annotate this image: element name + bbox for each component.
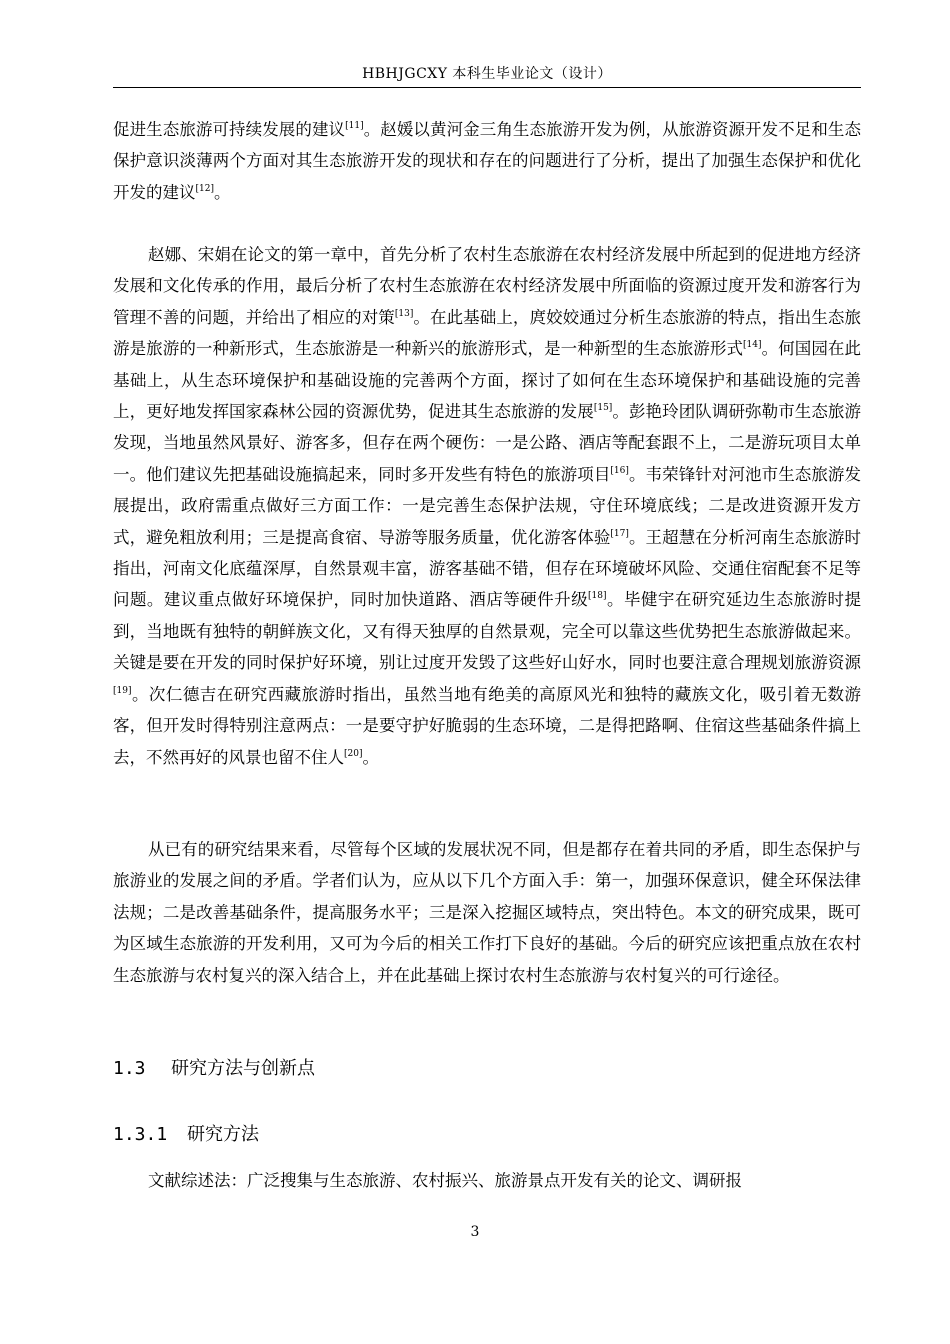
page-number: 3: [470, 1224, 480, 1240]
text-run: 。在此基础上，庹姣姣通过分析生态旅游的特点，指出生态旅游是旅游的一种新形式，生态旅游是一种新兴的旅游形式，是一种新型的生态旅游形式: [113, 307, 862, 359]
citation: [18]: [588, 591, 607, 602]
paragraph-3: 从已有的研究结果来看，尽管每个区域的发展状况不同，但是都存在着共同的矛盾，即生态保护与旅游业的发展之间的矛盾。学者们认为，应从以下几个方面入手：第一，加强环保意识，健全环保法律法规；二是改善基础条件，提高服务水平；三是深入挖掘区域特点，突出特色。本文的研究成果，既可为区域生态旅游的开发利用，又可为今后的相关工作打下良好的基础。今后的研究应该把重点放在农村生态旅游与农村复兴的深入结合上，并在此基础上探讨农村生态旅游与农村复兴的可行途径。: [113, 840, 861, 985]
subsection-number: 1.3.1: [113, 1124, 168, 1145]
section-title: 研究方法与创新点: [171, 1058, 315, 1079]
text-run: 。彭艳玲团队调研弥勒市生态旅游发现，当地虽然风景好、游客多，但存在两个硬伤：一是公路、酒店等配套跟不上，二是游玩项目太单一。他们建议先把基础设施搞起来，同时多开发些有特色的旅游项目: [113, 402, 862, 484]
section-number: 1.3: [113, 1058, 146, 1079]
text-run: 。: [213, 182, 231, 202]
citation: [15]: [593, 403, 613, 414]
subsection-title: 研究方法: [187, 1124, 259, 1145]
citation: [19]: [113, 685, 132, 696]
text-run: 。: [362, 747, 379, 767]
text-run: 。毕健宇在研究延边生态旅游时提到，当地既有独特的朝鲜族文化，又有得天独厚的自然景观，完全可以靠这些优势把生态旅游做起来。关键是要在开发的同时保护好环境，别让过度开发毁了这些好山好水，同时也要注意合理规划旅游资源: [113, 590, 862, 673]
citation: [14]: [743, 340, 762, 351]
text-run: 。何国园在此基础上，从生态环境保护和基础设施的完善两个方面，探讨了如何在生态环境保护和基础设施的完善上，更好地发挥国家森林公园的资源优势，促进其生态旅游的发展: [113, 339, 862, 422]
text-run: 赵娜、宋娟在论文的第一章中，首先分析了农村生态旅游在农村经济发展中所起到的促进地方经济发展和文化传承的作用，最后分析了农村生态旅游在农村经济发展中所面临的资源过度开发和游客行为管理不善的问题，并给出了相应的对策: [113, 245, 861, 327]
header-divider: [113, 87, 861, 88]
citation: [13]: [394, 308, 414, 319]
text-run: 。次仁德吉在研究西藏旅游时指出，虽然当地有绝美的高原风光和独特的藏族文化，吸引着无数游客，但开发时得特别注意两点：一是要守护好脆弱的生态环境，二是得把路啊、住宿这些基础条件搞上去，不然再好的风景也留不住人: [113, 684, 861, 767]
paragraph-4: 文献综述法：广泛搜集与生态旅游、农村振兴、旅游景点开发有关的论文、调研报: [148, 1171, 742, 1190]
text-run: 。赵媛以黄河金三角生态旅游开发为例，从旅游资源开发不足和生态保护意识淡薄两个方面对其生态旅游开发的现状和存在的问题进行了分析，提出了加强生态保护和优化开发的建议: [113, 120, 862, 202]
paragraph-2: [113, 239, 861, 773]
citation: [12]: [195, 183, 214, 194]
page-header: HBHJGCXY 本科生毕业论文（设计）: [362, 66, 612, 82]
section-heading: [113, 1054, 315, 1080]
text-run: 促进生态旅游可持续发展的建议: [113, 120, 346, 139]
citation: [16]: [610, 465, 629, 476]
citation: [20]: [344, 748, 363, 759]
text-run: 。韦荣锋针对河池市生态旅游发展提出，政府需重点做好三方面工作：一是完善生态保护法规，守住环境底线；二是改进资源开发方式，避免粗放利用；三是提高食宿、导游等服务质量，优化游客体验: [113, 464, 862, 547]
citation: [11]: [345, 121, 364, 131]
paragraph-1: [113, 114, 861, 208]
subsection-heading: [113, 1120, 259, 1146]
text-run: 。王超慧在分析河南生态旅游时指出，河南文化底蕴深厚，自然景观丰富，游客基础不错，但存在环境破坏风险、交通住宿配套不足等问题。建议重点做好环境保护，同时加快道路、酒店等硬件升级: [113, 527, 862, 610]
citation: [17]: [610, 528, 629, 539]
